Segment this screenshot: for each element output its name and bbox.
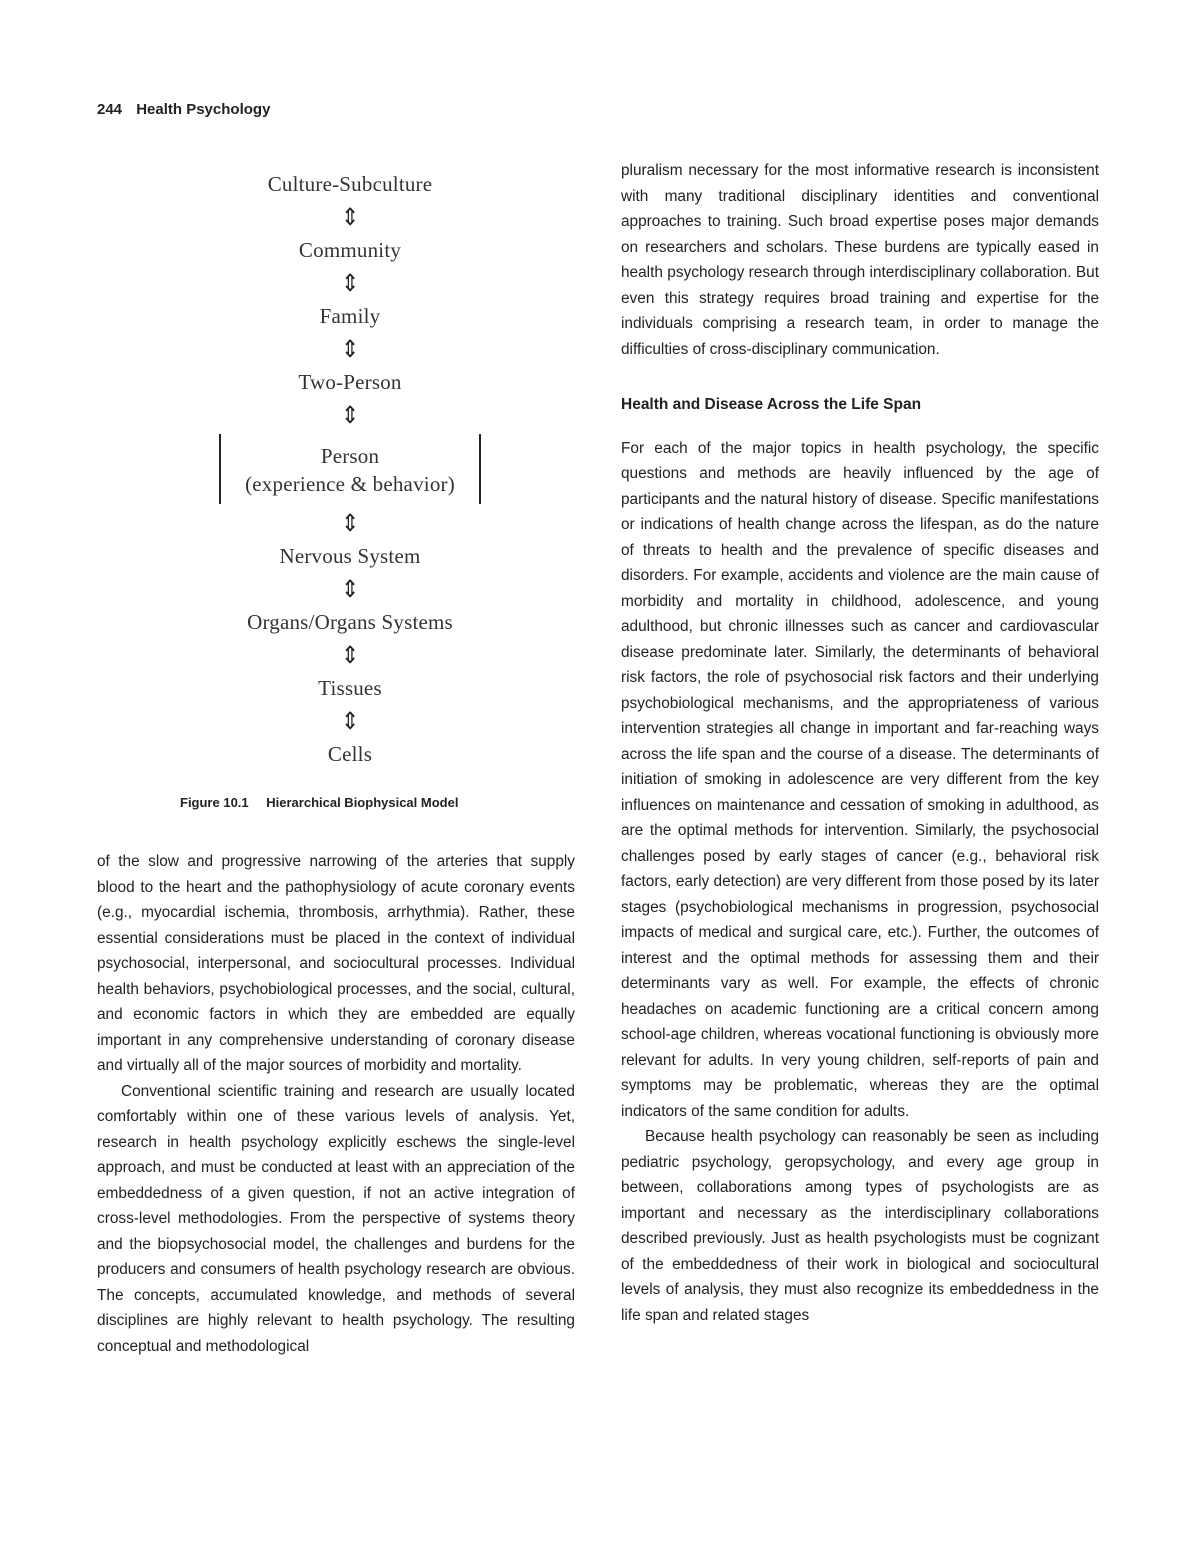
level-person: Person: [320, 444, 380, 468]
double-arrow-icon: ⇕: [340, 575, 360, 603]
left-column: [97, 849, 575, 1359]
figure-title: Hierarchical Biophysical Model: [266, 795, 459, 810]
paragraph: Conventional scientific training and research are usually located comfortably within one of these various levels of analysis. Yet, research in health psychology explicitly eschews the single-level approach, and must be conducted at least with an appreciation of the embeddedness of a given question, if not an active integration of cross-level methodologies. From the perspective of systems theory and the biopsychosocial model, the challenges and burdens for the producers and consumers of health psychology research are obvious. The concepts, accumulated knowledge, and methods of several disciplines are highly relevant to health psychology. The resulting conceptual and methodological: [97, 1082, 575, 1355]
level-tissues: Tissues: [318, 676, 382, 700]
level-community: Community: [298, 238, 402, 262]
hierarchy-figure: [180, 170, 520, 768]
level-culture-subculture: Culture-Subculture: [267, 172, 433, 196]
double-arrow-icon: ⇕: [340, 707, 360, 735]
level-person-subtitle: (experience & behavior): [245, 472, 455, 496]
person-level-box: [219, 434, 481, 504]
level-family: Family: [319, 304, 381, 328]
double-arrow-icon: ⇕: [340, 641, 360, 669]
running-head: [97, 101, 270, 118]
paragraph: Because health psychology can reasonably be seen as including pediatric psychology, geropsychology, and every age group in between, collaborations among types of psychologists are as important and necessary as the interdisciplinary collaborations described previously. Just as health psychologists must be cognizant of the embeddedness of their work in biological and sociocultural levels of analysis, they must also recognize its embeddedness in the life span and related stages: [621, 1128, 1099, 1324]
double-arrow-icon: ⇕: [340, 509, 360, 537]
book-title: Health Psychology: [136, 101, 271, 118]
paragraph: of the slow and progressive narrowing of the arteries that supply blood to the heart and the pathophysiology of acute coronary events (e.g., myocardial ischemia, thrombosis, arrhythmia). Rather, these essential considerations must be placed in the context of individual psychosocial, interpersonal, and sociocultural processes. Individual health behaviors, psychobiological processes, and the social, cultural, and economic factors in which they are embedded are equally important in any comprehensive understanding of coronary disease and virtually all of the major sources of morbidity and mortality.: [97, 853, 575, 1074]
level-nervous-system: Nervous System: [279, 544, 421, 568]
paragraph: For each of the major topics in health psychology, the specific questions and methods are heavily influenced by the age of participants and the natural history of disease. Specific manifestations or indications of health change across the lifespan, as do the nature of threats to health and the prevalence of specific diseases and disorders. For example, accidents and violence are the main cause of morbidity and mortality in childhood, adolescence, and young adulthood, but chronic illnesses such as cancer and cardiovascular disease predominate later. Similarly, the determinants of behavioral risk factors, the role of psychosocial risk factors and their underlying psychobiological mechanisms, and the appropriateness of various intervention strategies all change in important and far-reaching ways across the life span and the course of a disease. The determinants of initiation of smoking in adolescence are very different from the key influences on maintenance and cessation of smoking in adulthood, as are the optimal methods for intervention. Similarly, the psychosocial challenges posed by early stages of cancer (e.g., behavioral risk factors, early detection) are very different from those posed by its later stages (psychobiological mechanisms in progression, psychosocial impacts of medical and surgical care, etc.). Further, the outcomes of interest and the optimal methods for assessing them and their determinants vary as well. For example, the effects of chronic headaches on academic functioning are a critical concern among school-age children, whereas vocational functioning is obviously more relevant for adults. In very young children, self-reports of pain and symptoms may be problematic, whereas they are the optimal indicators of the same condition for adults.: [621, 439, 1099, 1120]
level-cells: Cells: [327, 742, 373, 766]
paragraph: pluralism necessary for the most informative research is inconsistent with many traditional disciplinary identities and conventional approaches to training. Such broad expertise poses major demands on researchers and scholars. These burdens are typically eased in health psychology research through interdisciplinary collaboration. But even this strategy requires broad training and expertise for the individuals comprising a research team, in order to manage the difficulties of cross-disciplinary communication.: [621, 162, 1099, 358]
figure-label: Figure 10.1: [180, 795, 249, 810]
level-two-person: Two-Person: [298, 370, 402, 394]
double-arrow-icon: ⇕: [340, 269, 360, 297]
double-arrow-icon: ⇕: [340, 335, 360, 363]
double-arrow-icon: ⇕: [340, 401, 360, 429]
right-column: [621, 158, 1099, 1328]
page-number: 244: [97, 101, 123, 118]
level-organs-systems: Organs/Organs Systems: [247, 610, 453, 634]
double-arrow-icon: ⇕: [340, 203, 360, 231]
figure-caption: [180, 795, 490, 810]
section-heading: Health and Disease Across the Life Span: [621, 396, 922, 413]
